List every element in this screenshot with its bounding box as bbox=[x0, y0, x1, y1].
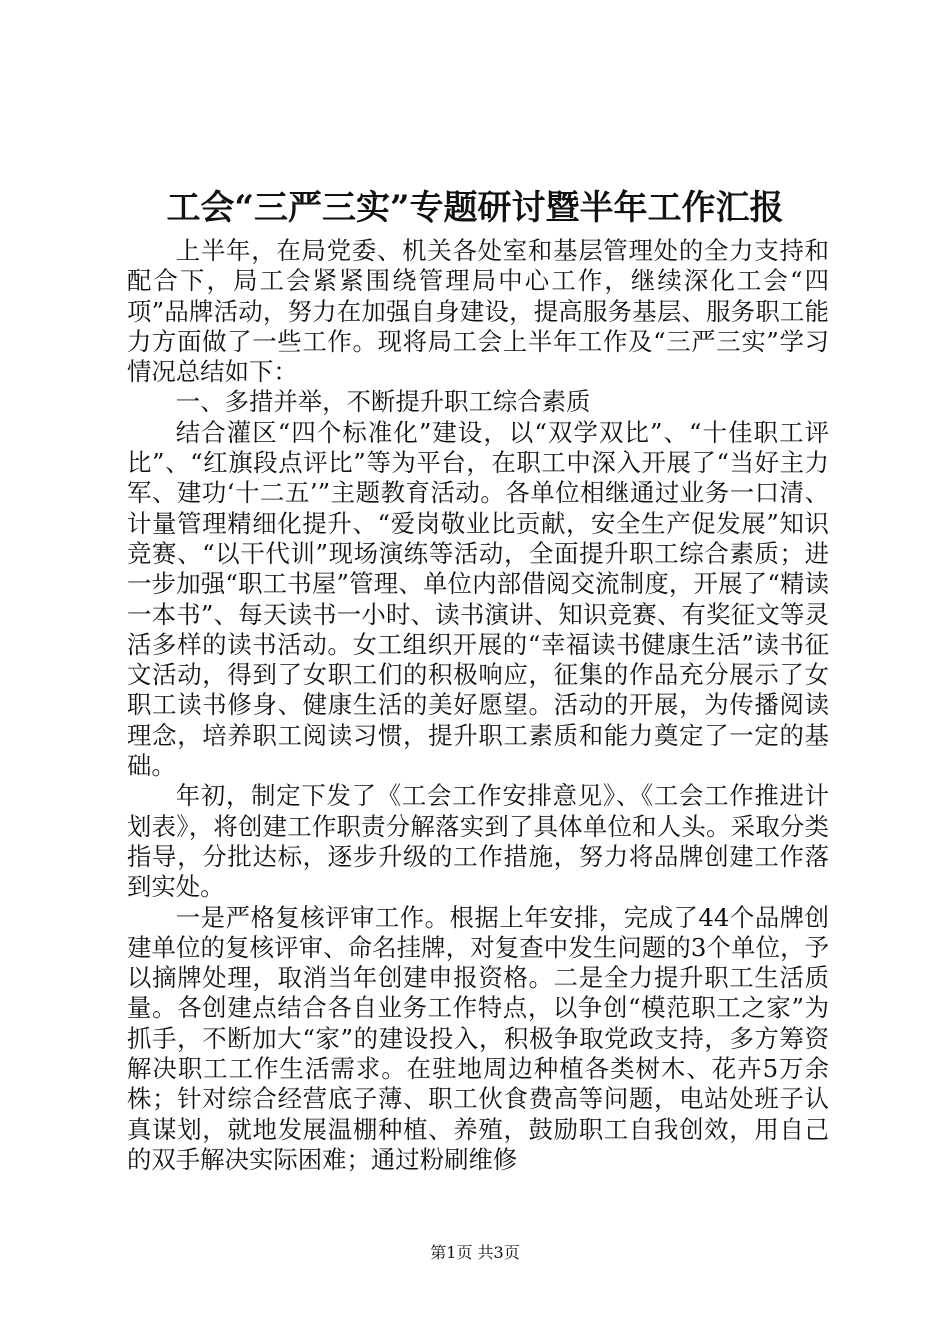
page-number-footer: 第1页 共3页 bbox=[430, 1243, 520, 1262]
section-heading-1: 一、多措并举，不断提升职工综合素质 bbox=[175, 387, 591, 417]
paragraph-plan: 年初，制定下发了《工会工作安排意见》、《工会工作推进计划表》，将创建工作职责分解落实到了具体单位和人头。采取分类指导，分批达标，逐步升级的工作措施，努力将品牌创建工作落到实处。 bbox=[127, 781, 829, 902]
paragraph-intro: 上半年，在局党委、机关各处室和基层管理处的全力支持和配合下，局工会紧紧围绕管理局中心工作，继续深化工会“四项”品牌活动，努力在加强自身建设，提高服务基层、服务职工能力方面做了一些工作。现将局工会上半年工作及“三严三实”学习情况总结如下： bbox=[127, 236, 829, 387]
paragraph-section-1: 结合灌区“四个标准化”建设，以“双学双比”、“十佳职工评比”、“红旗段点评比”等为平台，在职工中深入开展了“当好主力军、建功‘十二五’”主题教育活动。各单位相继通过业务一口清、计量管理精细化提升、“爱岗敬业比贡献，安全生产促发展”知识竞赛、“以干代训”现场演练等活动，全面提升职工综合素质；进一步加强“职工书屋”管理、单位内部借阅交流制度，开展了“精读一本书”、每天读书一小时、读书演讲、知识竞赛、有奖征文等灵活多样的读书活动。女工组织开展的“幸福读书健康生活”读书征文活动，得到了女职工们的积极响应，征集的作品充分展示了女职工读书修身、健康生活的美好愿望。活动的开展，为传播阅读理念，培养职工阅读习惯，提升职工素质和能力奠定了一定的基础。 bbox=[127, 417, 829, 781]
paragraph-review: 一是严格复核评审工作。根据上年安排，完成了44个品牌创建单位的复核评审、命名挂牌，对复查中发生问题的3个单位，予以摘牌处理，取消当年创建申报资格。二是全力提升职工生活质量。各创建点结合各自业务工作特点，以争创“模范职工之家”为抓手，不断加大“家”的建设投入，积极争取党政支持，多方筹资解决职工工作生活需求。在驻地周边种植各类树木、花卉5万余株；针对综合经营底子薄、职工伙食费高等问题，电站处班子认真谋划，就地发展温棚种植、养殖，鼓励职工自我创效，用自己的双手解决实际困难；通过粉刷维修 bbox=[127, 902, 829, 1174]
document-title: 工会“三严三实”专题研讨暨半年工作汇报 bbox=[166, 188, 784, 228]
document-body bbox=[127, 236, 829, 1175]
